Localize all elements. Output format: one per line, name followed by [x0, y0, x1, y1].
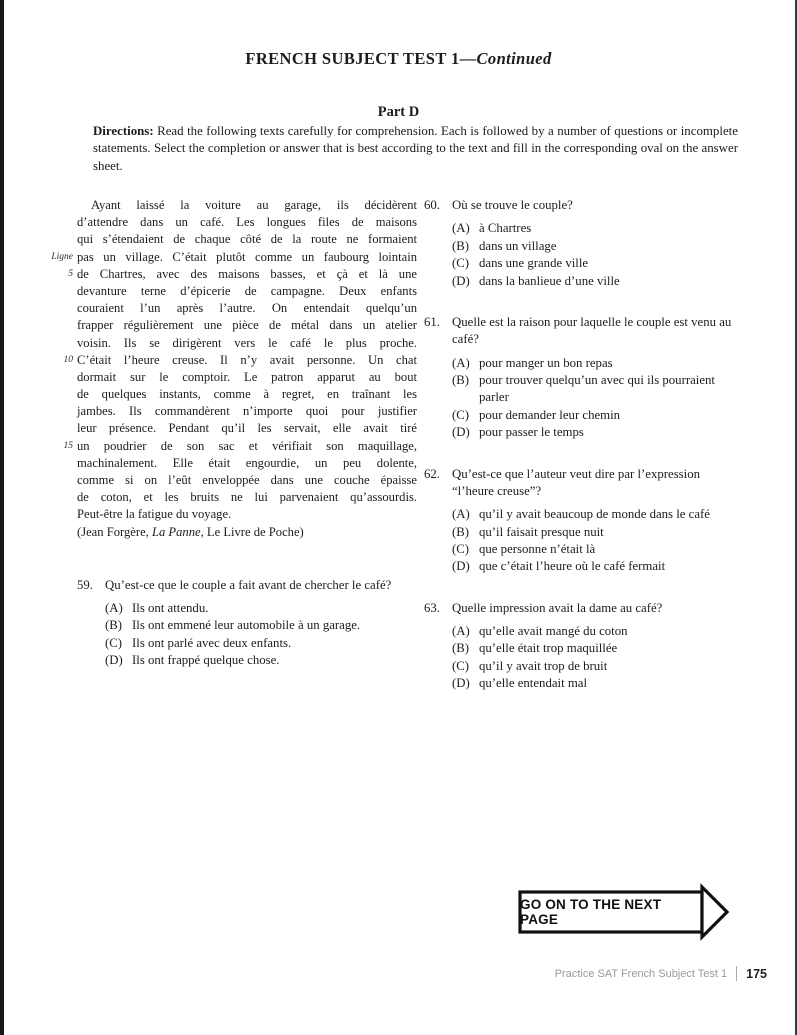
passage-line	[77, 283, 417, 300]
page-title-continued: Continued	[476, 49, 552, 68]
answer-choice	[452, 658, 742, 675]
passage-line	[77, 420, 417, 437]
citation-title: La Panne	[151, 524, 201, 539]
passage-line-text: voisin. Ils se dirigèrent vers le café le plus proche.	[77, 335, 417, 350]
page-edge-left	[0, 0, 4, 1035]
choice-label: (D)	[452, 559, 470, 574]
answer-choice	[452, 524, 742, 541]
passage-line-text: qui s’étendaient de chaque côté de la route ne formaient	[77, 232, 417, 247]
choice-label: (B)	[452, 238, 470, 253]
passage-lines	[51, 197, 417, 524]
choice-text: dans un village	[479, 238, 557, 253]
passage-line-text: comme si on l’eût enveloppée dans une couche épaisse	[77, 473, 417, 487]
question-number: 60.	[424, 198, 440, 212]
question-head	[424, 466, 742, 501]
answer-choice	[452, 372, 742, 407]
citation-prefix: (Jean Forgère,	[77, 524, 152, 539]
passage-line	[63, 352, 417, 369]
choice-label: (C)	[452, 541, 470, 556]
passage-line-text: Ayant laissé la voiture au garage, ils décidèrent	[91, 198, 417, 212]
answer-choice	[452, 273, 742, 290]
answer-choice	[105, 635, 417, 652]
passage-line	[68, 266, 417, 283]
passage-line-text: Peut-être la fatigue du voyage.	[77, 507, 232, 522]
footer-book-title: Practice SAT French Subject Test 1	[554, 967, 728, 980]
answer-choice	[452, 623, 742, 640]
question-text: Qu’est-ce que le couple a fait avant de chercher le café?	[105, 577, 392, 592]
passage-line	[77, 489, 417, 506]
answer-choice	[452, 238, 742, 255]
choice-text: Ils ont emmené leur automobile à un garage.	[132, 618, 361, 633]
choice-text: Ils ont frappé quelque chose.	[132, 653, 280, 668]
passage-line-text: devanture terne d’épicerie de campagne. Deux enfants	[77, 283, 417, 298]
choice-label: (D)	[452, 676, 470, 691]
passage-line-text: couraient l’un après l’autre. On entendait quelqu’un	[77, 301, 417, 316]
left-column	[51, 197, 417, 694]
question-head	[77, 577, 417, 594]
answer-choices	[424, 355, 742, 442]
choice-label: (D)	[452, 425, 470, 440]
answer-choice	[452, 407, 742, 424]
reading-passage	[51, 197, 417, 541]
answer-choice	[452, 640, 742, 657]
answer-choices	[424, 506, 742, 576]
choice-label: (B)	[452, 524, 470, 539]
line-number-marker: Ligne	[51, 251, 73, 262]
line-number-marker: 15	[63, 440, 73, 451]
choice-label: (B)	[452, 641, 470, 656]
passage-line	[77, 369, 417, 386]
answer-choice	[105, 617, 417, 634]
choice-text: qu’elle était trop maquillée	[479, 641, 618, 656]
choice-text: qu’elle entendait mal	[479, 676, 588, 691]
passage-line	[77, 214, 417, 231]
citation-suffix: , Le Livre de Poche)	[200, 524, 304, 539]
question-head	[424, 314, 742, 349]
directions-label: Directions:	[93, 124, 154, 138]
go-on-next-page-banner	[518, 884, 730, 940]
passage-line-text: jambes. Ils commandèrent n’importe quoi pour justifier	[77, 404, 417, 419]
answer-choices	[77, 600, 417, 670]
passage-line-text: machinalement. Elle était engourdie, un peu dolente,	[77, 455, 417, 470]
questions-right	[424, 197, 742, 693]
passage-line	[77, 472, 417, 489]
passage-line-text: de Chartres, avec des maisons basses, et çà et là une	[77, 266, 417, 281]
question	[424, 314, 742, 442]
choice-text: pour manger un bon repas	[479, 355, 613, 370]
choice-label: (C)	[452, 407, 470, 422]
passage-line	[77, 300, 417, 317]
choice-label: (D)	[452, 273, 470, 288]
question	[77, 577, 417, 670]
choice-label: (D)	[105, 653, 123, 668]
right-column	[424, 197, 742, 717]
answer-choices	[424, 220, 742, 290]
choice-label: (C)	[452, 256, 470, 271]
choice-text: qu’il y avait trop de bruit	[479, 658, 608, 673]
answer-choice	[105, 652, 417, 669]
question-text: Qu’est-ce que l’auteur veut dire par l’expression “l’heure creuse”?	[452, 466, 701, 498]
question-head	[424, 197, 742, 214]
choice-text: que personne n’était là	[479, 541, 596, 556]
choice-label: (B)	[452, 372, 470, 387]
choice-text: pour demander leur chemin	[479, 407, 621, 422]
choice-label: (A)	[452, 507, 470, 522]
choice-text: à Chartres	[479, 221, 532, 236]
question-text: Quelle impression avait la dame au café?	[452, 600, 663, 615]
answer-choice	[452, 558, 742, 575]
passage-line-text: un poudrier de son sac et vérifiait son maquillage,	[77, 438, 417, 453]
choice-label: (A)	[452, 221, 470, 236]
passage-line-text: pas un village. C’était plutôt comme un faubourg lointain	[77, 249, 417, 264]
page-title	[0, 49, 797, 69]
passage-line	[77, 403, 417, 420]
question	[424, 466, 742, 576]
passage-line	[77, 317, 417, 334]
passage-line-text: leur présence. Pendant qu’il les servait, elle avait tiré	[77, 421, 417, 436]
passage-line	[77, 386, 417, 403]
choice-text: Ils ont attendu.	[132, 601, 209, 616]
answer-choice	[452, 675, 742, 692]
answer-choices	[424, 623, 742, 693]
choice-text: que c’était l’heure où le café fermait	[479, 559, 666, 574]
directions-block	[93, 123, 738, 175]
question-text: Quelle est la raison pour laquelle le couple est venu au café?	[452, 314, 732, 347]
question	[424, 600, 742, 693]
passage-line-text: de coton, et les bruits ne lui parvenaient qu’assourdis.	[77, 490, 417, 505]
directions-text: Read the following texts carefully for comprehension. Each is followed by a number of questions or incomplete statements. Select the completion or answer that is best according to the text and fill in the corresponding oval on the answer sheet.	[93, 124, 738, 173]
answer-choice	[452, 355, 742, 372]
answer-choice	[105, 600, 417, 617]
question-text: Où se trouve le couple?	[452, 198, 573, 212]
choice-text: dans la banlieue d’une ville	[479, 273, 620, 288]
passage-line-text: d’attendre dans un café. Les longues files de maisons	[77, 215, 417, 230]
choice-label: (A)	[452, 355, 470, 370]
answer-choice	[452, 255, 742, 272]
answer-choice	[452, 424, 742, 441]
passage-line	[77, 335, 417, 352]
passage-line-text: frapper régulièrement une pièce de métal dans un atelier	[77, 318, 417, 333]
choice-label: (C)	[452, 658, 470, 673]
passage-line	[77, 231, 417, 248]
question-number: 62.	[424, 466, 440, 481]
question-head	[424, 600, 742, 617]
passage-citation	[77, 524, 417, 541]
answer-choice	[452, 220, 742, 237]
line-number-marker: 5	[68, 268, 73, 279]
passage-line	[51, 249, 417, 266]
choice-label: (C)	[105, 635, 123, 650]
passage-line	[77, 197, 417, 214]
choice-text: Ils ont parlé avec deux enfants.	[132, 635, 292, 650]
choice-text: qu’elle avait mangé du coton	[479, 624, 628, 639]
passage-line-text: C’était l’heure creuse. Il n’y avait personne. Un chat	[77, 352, 417, 367]
choice-text: qu’il faisait presque nuit	[479, 524, 604, 539]
page-title-main: FRENCH SUBJECT TEST 1—	[245, 49, 477, 68]
question-number: 61.	[424, 314, 440, 329]
question-number: 59.	[77, 577, 93, 592]
choice-text: pour passer le temps	[479, 425, 584, 440]
footer-separator	[736, 966, 737, 981]
question-number: 63.	[424, 600, 440, 615]
passage-line	[77, 455, 417, 472]
passage-line	[63, 438, 417, 455]
line-number-marker: 10	[63, 354, 73, 365]
choice-label: (A)	[105, 601, 123, 616]
choice-label: (B)	[105, 618, 123, 633]
choice-text: dans une grande ville	[479, 256, 589, 271]
questions-left	[77, 577, 417, 670]
question	[424, 197, 742, 290]
choice-text: qu’il y avait beaucoup de monde dans le café	[479, 507, 710, 522]
passage-line-text: de quelques instants, comme à regret, en traînant les	[77, 387, 417, 402]
part-label: Part D	[377, 104, 420, 120]
go-on-label: GO ON TO THE NEXT PAGE	[520, 897, 662, 927]
passage-line	[77, 506, 417, 523]
answer-choice	[452, 541, 742, 558]
choice-text: pour trouver quelqu’un avec qui ils pourraient parler	[479, 372, 715, 405]
passage-line-text: dormait sur le comptoir. Le patron apparut au bout	[77, 369, 417, 384]
footer-page-number: 175	[746, 966, 767, 981]
answer-choice	[452, 506, 742, 523]
page-footer	[555, 966, 767, 981]
choice-label: (A)	[452, 624, 470, 639]
